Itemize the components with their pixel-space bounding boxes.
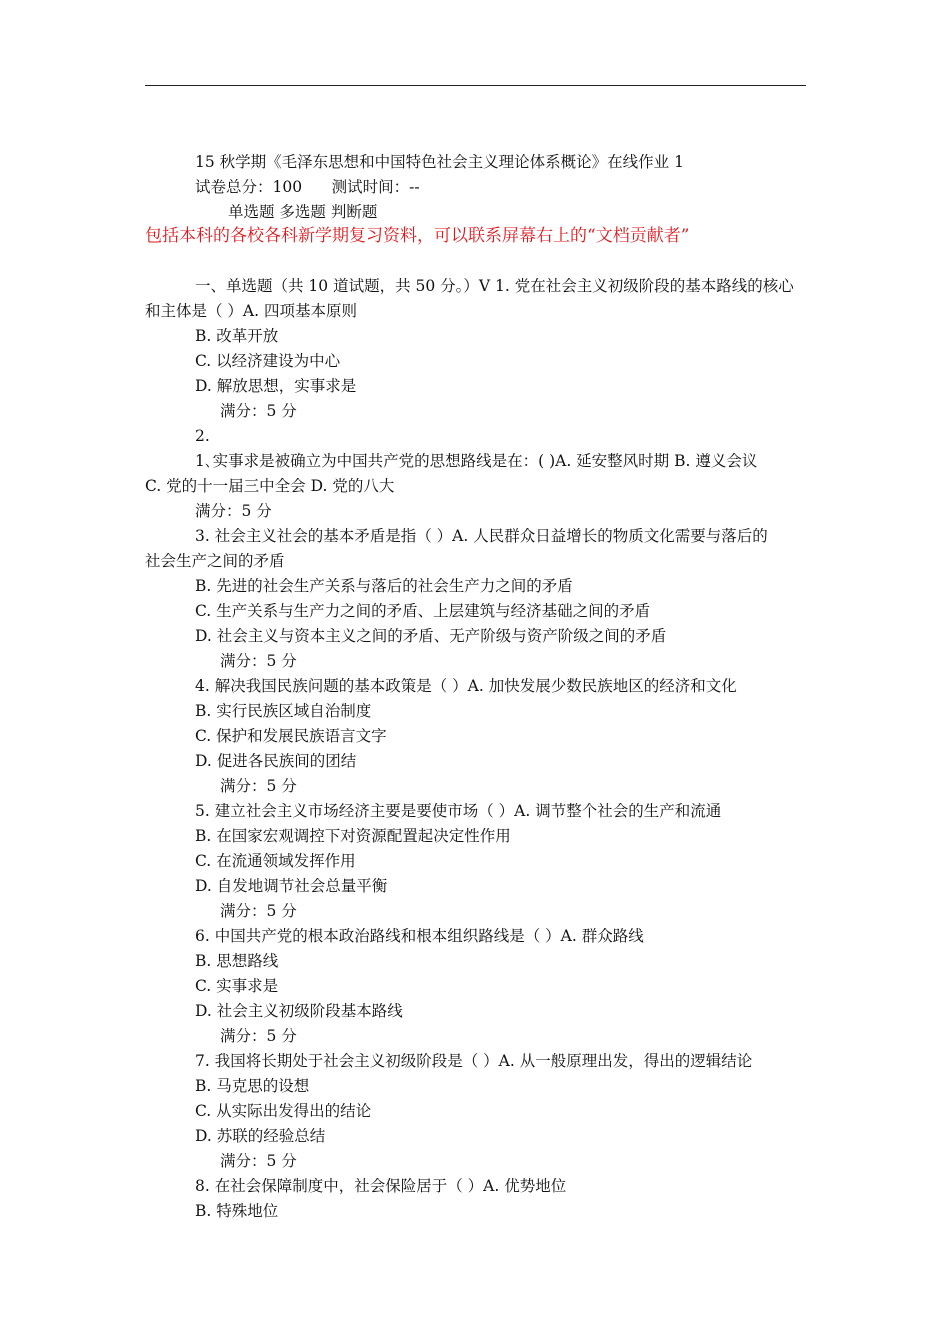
assignment-title: 15 秋学期《毛泽东思想和中国特色社会主义理论体系概论》在线作业 1 xyxy=(195,153,684,171)
text-line: 2. xyxy=(195,427,210,445)
text-line: C. 在流通领域发挥作用 xyxy=(195,852,356,870)
score-line: 满分：5 分 xyxy=(220,777,297,795)
text-line: C. 保护和发展民族语言文字 xyxy=(195,727,387,745)
text-line: 8. 在社会保障制度中，社会保险居于（ ）A. 优势地位 xyxy=(195,1177,567,1195)
text-line: 4. 解决我国民族问题的基本政策是（ ）A. 加快发展少数民族地区的经济和文化 xyxy=(195,677,737,695)
text-line: C. 实事求是 xyxy=(195,977,279,995)
text-line: D. 解放思想，实事求是 xyxy=(195,377,357,395)
text-line: 7. 我国将长期处于社会主义初级阶段是（ ）A. 从一般原理出发，得出的逻辑结论 xyxy=(195,1052,753,1070)
section-links: 单选题 多选题 判断题 xyxy=(228,203,378,221)
text-line: D. 促进各民族间的团结 xyxy=(195,752,357,770)
score-and-time: 试卷总分：100 测试时间：-- xyxy=(195,178,420,196)
text-line: 社会生产之间的矛盾 xyxy=(145,552,285,570)
text-line: 6. 中国共产党的根本政治路线和根本组织路线是（ ）A. 群众路线 xyxy=(195,927,644,945)
text-line: C. 从实际出发得出的结论 xyxy=(195,1102,372,1120)
text-line: B. 先进的社会生产关系与落后的社会生产力之间的矛盾 xyxy=(195,577,573,595)
text-line: D. 自发地调节社会总量平衡 xyxy=(195,877,388,895)
text-line: C. 以经济建设为中心 xyxy=(195,352,341,370)
score-line: 满分：5 分 xyxy=(220,652,297,670)
text-line: D. 社会主义与资本主义之间的矛盾、无产阶级与资产阶级之间的矛盾 xyxy=(195,627,667,645)
score-line: 满分：5 分 xyxy=(195,502,272,520)
text-line: 和主体是（ ）A. 四项基本原则 xyxy=(145,302,357,320)
header-rule xyxy=(145,85,806,86)
score-line: 满分：5 分 xyxy=(220,1027,297,1045)
text-line: D. 社会主义初级阶段基本路线 xyxy=(195,1002,403,1020)
text-line: B. 改革开放 xyxy=(195,327,279,345)
score-line: 满分：5 分 xyxy=(220,1152,297,1170)
text-line: B. 在国家宏观调控下对资源配置起决定性作用 xyxy=(195,827,511,845)
score-line: 满分：5 分 xyxy=(220,402,297,420)
text-line: B. 马克思的设想 xyxy=(195,1077,310,1095)
text-line: 5. 建立社会主义市场经济主要是要使市场（ ）A. 调节整个社会的生产和流通 xyxy=(195,802,722,820)
text-line: C. 生产关系与生产力之间的矛盾、上层建筑与经济基础之间的矛盾 xyxy=(195,602,651,620)
red-notice: 包括本科的各校各科新学期复习资料，可以联系屏幕右上的“文档贡献者” xyxy=(145,226,690,246)
text-line: B. 实行民族区域自治制度 xyxy=(195,702,372,720)
text-line: B. 思想路线 xyxy=(195,952,279,970)
text-line: 一、单选题（共 10 道试题，共 50 分。）V 1. 党在社会主义初级阶段的基本路线的核心 xyxy=(195,277,794,295)
text-line: 1､实事求是被确立为中国共产党的思想路线是在：( )A. 延安整风时期 B. 遵义会议 xyxy=(195,452,758,470)
score-line: 满分：5 分 xyxy=(220,902,297,920)
text-line: 3. 社会主义社会的基本矛盾是指（ ）A. 人民群众日益增长的物质文化需要与落后的 xyxy=(195,527,768,545)
text-line: D. 苏联的经验总结 xyxy=(195,1127,326,1145)
text-line: C. 党的十一届三中全会 D. 党的八大 xyxy=(145,477,395,495)
text-line: B. 特殊地位 xyxy=(195,1202,279,1220)
